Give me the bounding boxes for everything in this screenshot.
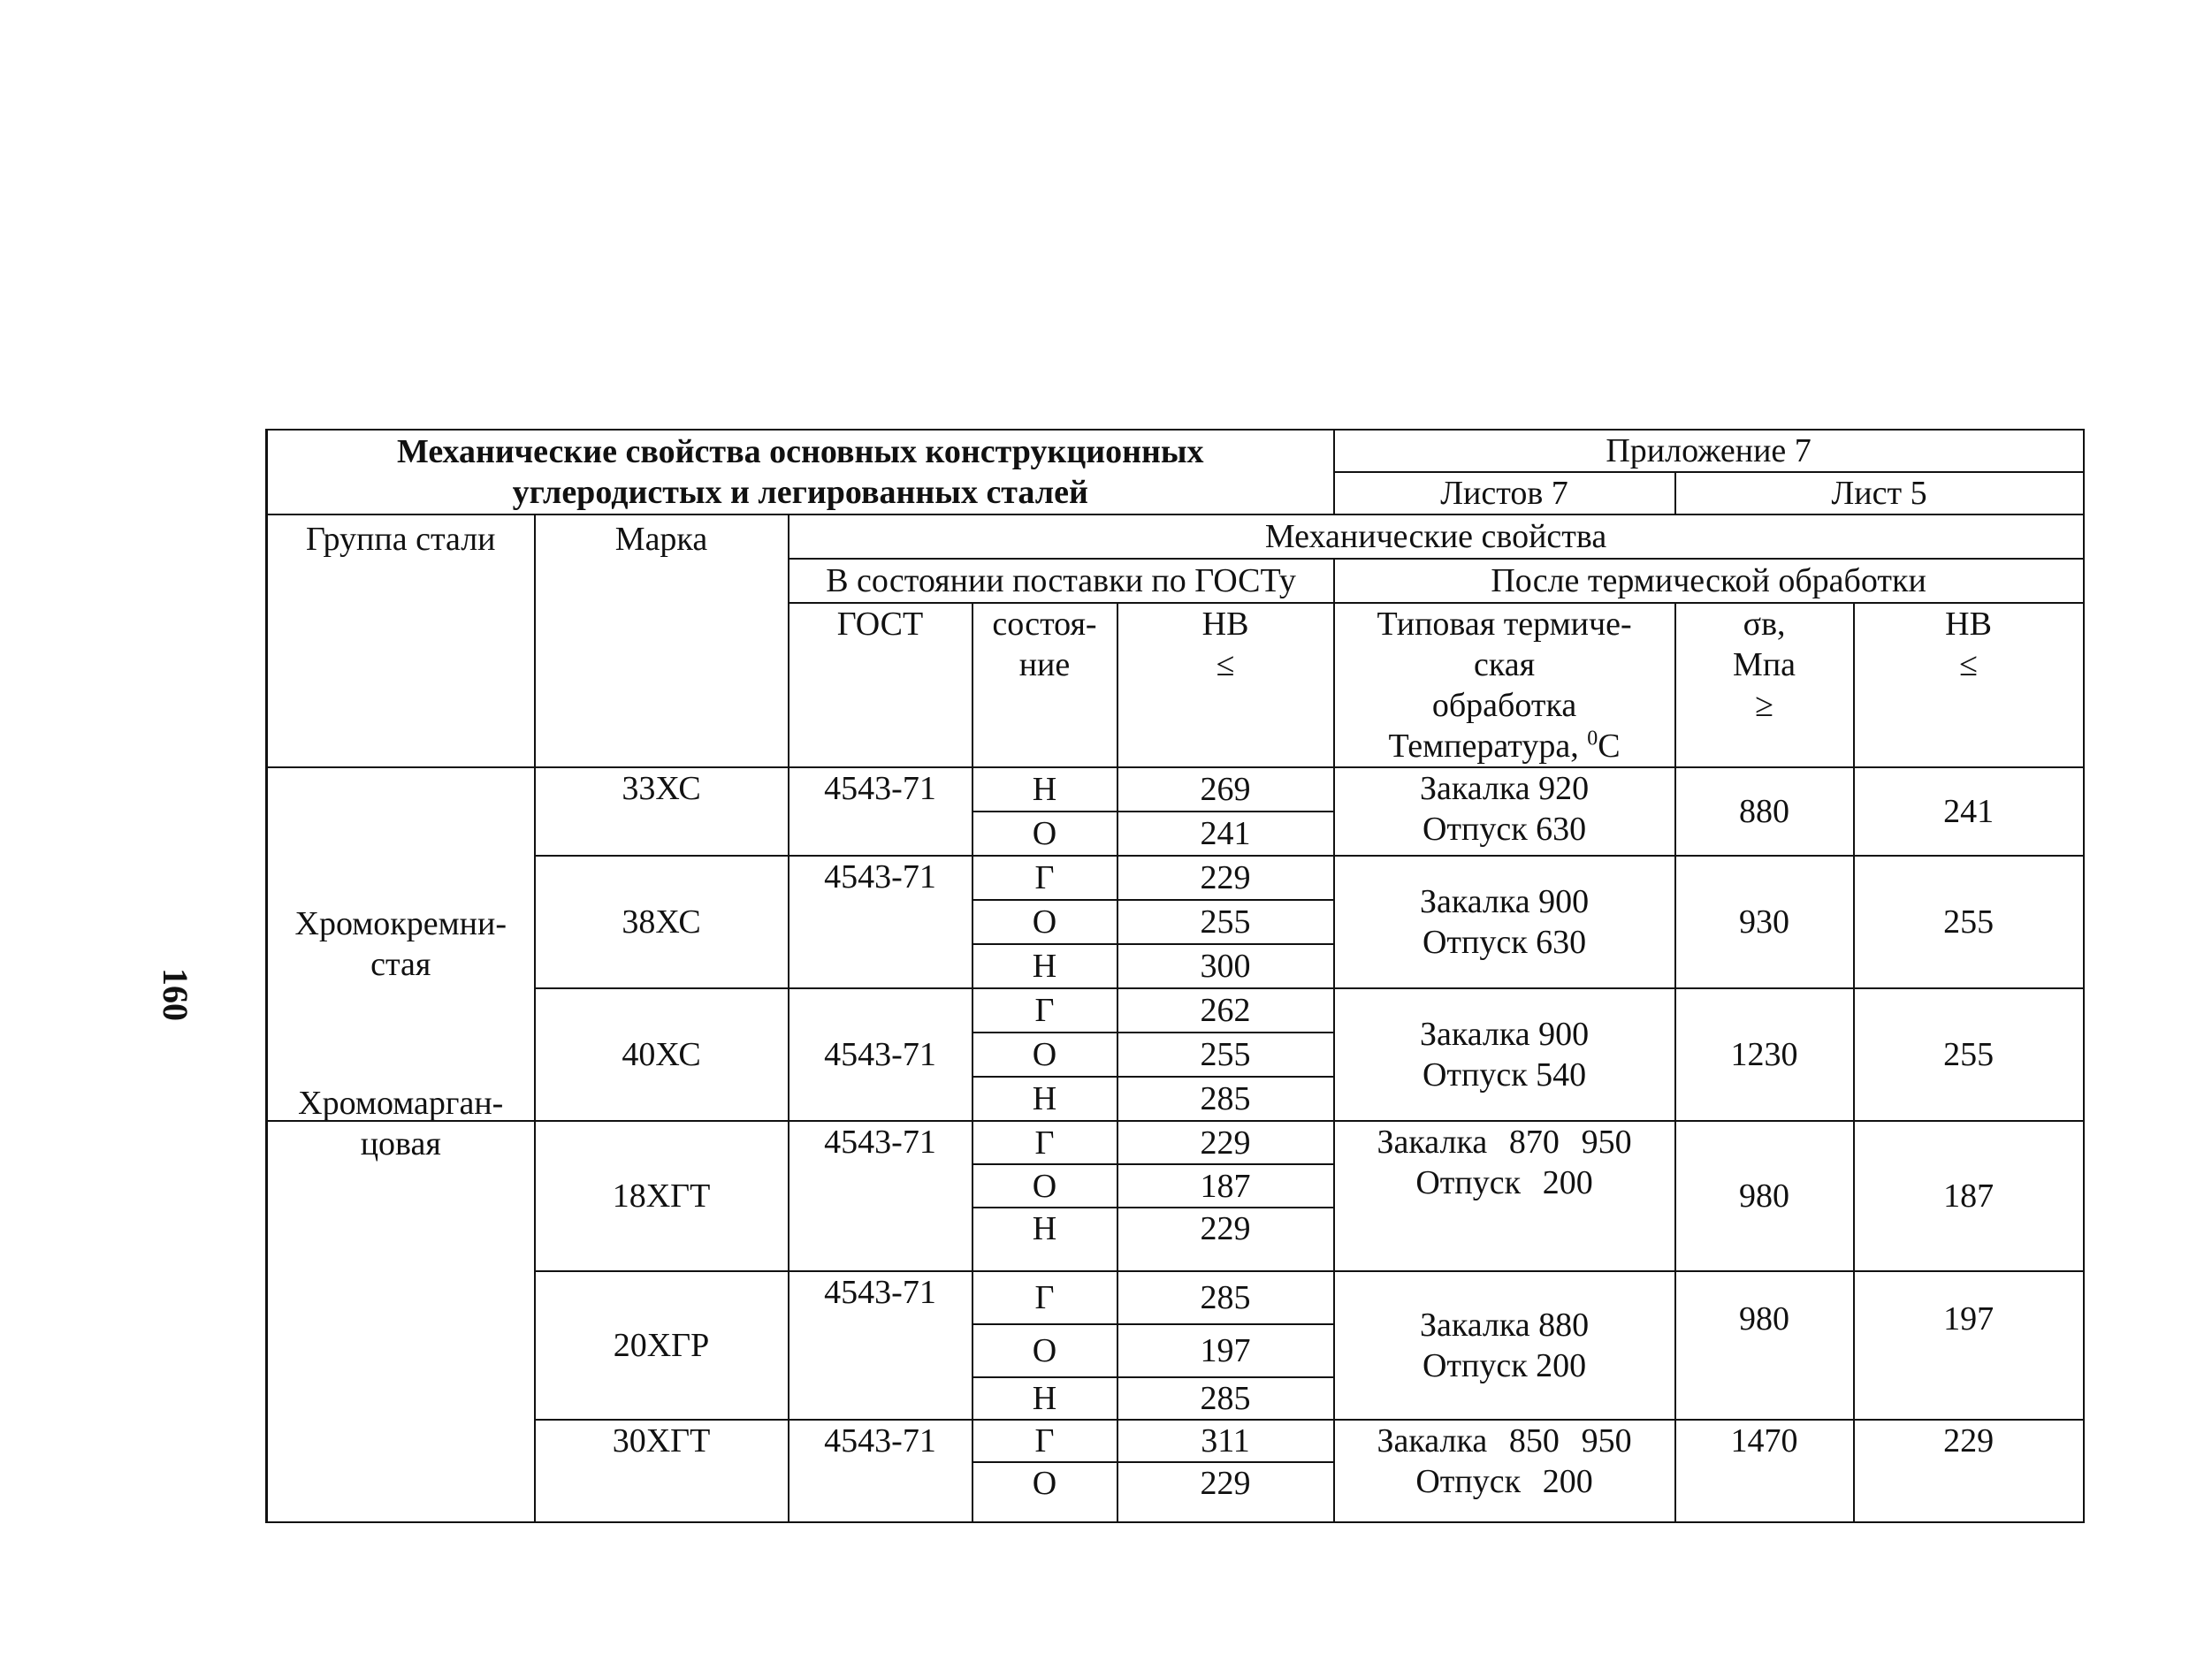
sigma-cell: 1470	[1675, 1420, 1854, 1522]
header-treatment-text: Типовая термиче- ская обработка Температура,	[1377, 606, 1632, 765]
gost-cell: 4543-71	[789, 1271, 973, 1420]
hb-cell: 229	[1117, 856, 1334, 900]
gost-cell: 4543-71	[789, 1121, 973, 1271]
treatment-cell: Закалка 850 950 Отпуск 200	[1334, 1420, 1675, 1522]
table-row	[267, 856, 2084, 900]
grade-cell: 38ХС	[535, 856, 789, 988]
table-row	[267, 1271, 2084, 1324]
header-grade-text: Марка	[614, 521, 708, 558]
hb-cell: 241	[1117, 812, 1334, 856]
temp-unit: С	[1598, 728, 1621, 765]
state-cell: Г	[973, 1420, 1117, 1462]
treatment-cell: Закалка 880 Отпуск 200	[1334, 1271, 1675, 1420]
header-treatment	[1334, 603, 1675, 767]
steel-properties-table	[265, 429, 2085, 1523]
state-cell: Г	[973, 856, 1117, 900]
hb-cell: 311	[1117, 1420, 1334, 1462]
state-cell: О	[973, 1462, 1117, 1522]
table-title-line1: Механические свойства основных конструкционных	[396, 433, 1204, 470]
table-row	[267, 1420, 2084, 1462]
header-gost: ГОСТ	[789, 603, 973, 767]
table-title-line2: углеродистых и легированных сталей	[512, 474, 1088, 511]
state-cell: О	[973, 1324, 1117, 1377]
hb-heat-cell: 229	[1854, 1420, 2084, 1522]
state-cell: Н	[973, 1208, 1117, 1271]
gost-cell: 4543-71	[789, 767, 973, 856]
hb-cell: 255	[1117, 1033, 1334, 1077]
hb-heat-cell: 241	[1854, 767, 2084, 856]
table-title	[267, 430, 1334, 514]
table-row	[267, 988, 2084, 1033]
state-cell: О	[973, 1164, 1117, 1208]
treatment-cell: Закалка 900 Отпуск 630	[1334, 856, 1675, 988]
sigma-cell	[1675, 1271, 1854, 1420]
state-cell: О	[973, 900, 1117, 944]
gost-cell: 4543-71	[789, 856, 973, 988]
sheets-total-label: Листов 7	[1334, 472, 1675, 514]
state-cell: О	[973, 1033, 1117, 1077]
header-after-heat: После термической обработки	[1334, 559, 2084, 603]
header-mech-props: Механические свойства	[789, 514, 2084, 559]
hb-heat-cell: 255	[1854, 988, 2084, 1121]
temp-unit-superscript: 0	[1587, 727, 1598, 751]
header-hb-supply: НВ ≤	[1117, 603, 1334, 767]
state-cell: Н	[973, 944, 1117, 988]
hb-heat-cell: 187	[1854, 1121, 2084, 1271]
hb-cell: 229	[1117, 1462, 1334, 1522]
grade-cell: 33ХС	[535, 767, 789, 856]
sigma-cell-text: 980	[1739, 1300, 1790, 1337]
hb-cell: 229	[1117, 1208, 1334, 1271]
grade-cell: 18ХГТ	[535, 1121, 789, 1271]
hb-heat-cell	[1854, 1271, 2084, 1420]
state-cell: Г	[973, 988, 1117, 1033]
group-chrome-manganese-text: Хромомарган- цовая	[298, 1085, 504, 1162]
hb-cell: 187	[1117, 1164, 1334, 1208]
hb-cell: 229	[1117, 1121, 1334, 1164]
hb-cell: 197	[1117, 1324, 1334, 1377]
state-cell: Н	[973, 767, 1117, 812]
header-grade	[535, 514, 789, 767]
hb-heat-cell: 255	[1854, 856, 2084, 988]
group-chrome-silicon: Хромокремни- стая	[267, 767, 535, 1121]
treatment-cell: Закалка 900 Отпуск 540	[1334, 988, 1675, 1121]
header-group	[267, 514, 535, 767]
hb-heat-cell-text: 197	[1943, 1300, 1995, 1337]
group-chrome-manganese	[267, 1085, 535, 1522]
hb-cell: 285	[1117, 1377, 1334, 1420]
hb-cell: 262	[1117, 988, 1334, 1033]
header-state: состоя- ние	[973, 603, 1117, 767]
gost-cell: 4543-71	[789, 988, 973, 1121]
state-cell: Г	[973, 1121, 1117, 1164]
sigma-cell: 980	[1675, 1121, 1854, 1271]
treatment-cell: Закалка 870 950 Отпуск 200	[1334, 1121, 1675, 1271]
state-cell: О	[973, 812, 1117, 856]
header-sigma: σв, Мпа ≥	[1675, 603, 1854, 767]
gost-cell: 4543-71	[789, 1420, 973, 1522]
hb-cell: 285	[1117, 1077, 1334, 1121]
grade-cell: 40ХС	[535, 988, 789, 1121]
hb-cell: 300	[1117, 944, 1334, 988]
table-row	[267, 1121, 2084, 1164]
state-cell: Н	[973, 1077, 1117, 1121]
hb-cell: 255	[1117, 900, 1334, 944]
page-number: 160	[156, 968, 195, 1021]
hb-cell: 269	[1117, 767, 1334, 812]
state-cell: Г	[973, 1271, 1117, 1324]
grade-cell: 30ХГТ	[535, 1420, 789, 1522]
hb-cell: 285	[1117, 1271, 1334, 1324]
header-hb-heat: НВ ≤	[1854, 603, 2084, 767]
header-group-text: Группа стали	[305, 521, 496, 558]
sheet-label: Лист 5	[1675, 472, 2084, 514]
header-supply-state: В состоянии поставки по ГОСТу	[789, 559, 1334, 603]
state-cell: Н	[973, 1377, 1117, 1420]
grade-cell: 20ХГР	[535, 1271, 789, 1420]
sigma-cell: 1230	[1675, 988, 1854, 1121]
sigma-cell: 930	[1675, 856, 1854, 988]
treatment-cell: Закалка 920 Отпуск 630	[1334, 767, 1675, 856]
table-row	[267, 767, 2084, 812]
appendix-label: Приложение 7	[1334, 430, 2084, 472]
sigma-cell: 880	[1675, 767, 1854, 856]
